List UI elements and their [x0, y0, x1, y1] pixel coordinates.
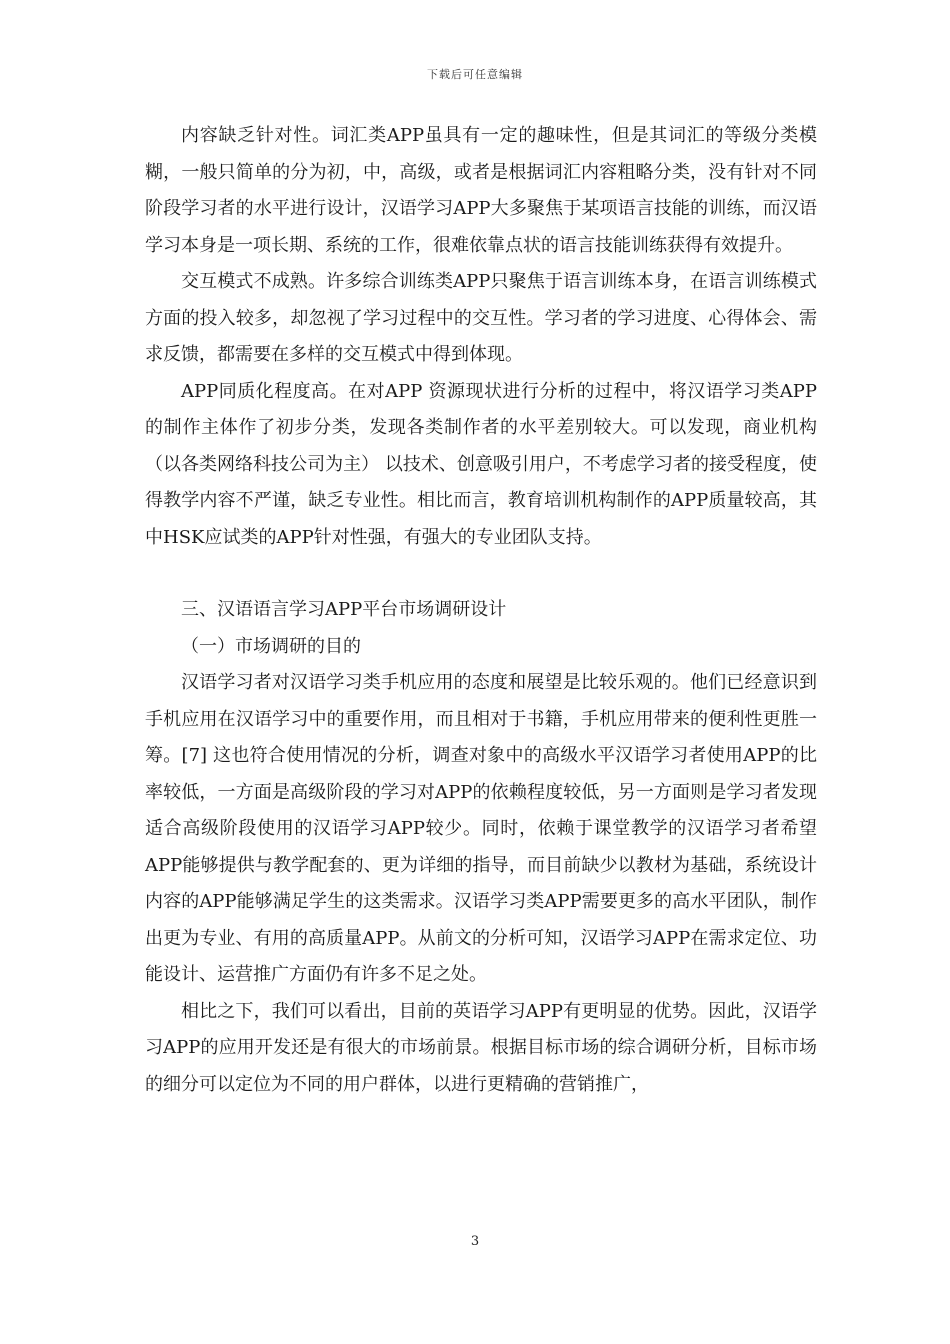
section-spacer	[145, 556, 817, 592]
paragraph-interaction-mode: 交互模式不成熟。许多综合训练类APP只聚焦于语言训练本身，在语言训练模式方面的投入较多，却忽视了学习过程中的交互性。学习者的学习进度、心得体会、需求反馈，都需要在多样的交互模式中得到体现。	[145, 271, 817, 365]
subsection-heading: （一）市场调研的目的	[181, 635, 361, 657]
page-header: 下载后可任意编辑	[427, 68, 523, 81]
document-body	[145, 118, 817, 1103]
page-number: 3	[470, 1234, 480, 1249]
section-heading: 三、汉语语言学习APP平台市场调研设计	[181, 599, 507, 620]
paragraph-market-prospect: 相比之下，我们可以看出，目前的英语学习APP有更明显的优势。因此，汉语学习APP的应用开发还是有很大的市场前景。根据目标市场的综合调研分析，目标市场的细分可以定位为不同的用户群体，以进行更精确的营销推广，	[145, 1000, 817, 1095]
paragraph-homogenization: APP同质化程度高。在对APP 资源现状进行分析的过程中，将汉语学习类APP 的制作主体作了初步分类，发现各类制作者的水平差别较大。可以发现，商业机构（以各类网络科技公司为主） 以技术、创意吸引用户，不考虑学习者的接受程度，使得教学内容不严谨，缺乏专业性。相比而言，教育培训机构制作的APP质量较高，其中HSK应试类的APP针对性强，有强大的专业团队支持。	[145, 380, 817, 548]
paragraph-content-targeting: 内容缺乏针对性。词汇类APP虽具有一定的趣味性，但是其词汇的等级分类模糊，一般只简单的分为初，中，高级，或者是根据词汇内容粗略分类，没有针对不同阶段学习者的水平进行设计，汉语学习APP大多聚焦于某项语言技能的训练，而汉语学习本身是一项长期、系统的工作，很难依靠点状的语言技能训练获得有效提升。	[145, 125, 817, 256]
paragraph-research-purpose: 汉语学习者对汉语学习类手机应用的态度和展望是比较乐观的。他们已经意识到手机应用在汉语学习中的重要作用，而且相对于书籍，手机应用带来的便利性更胜一筹。[7] 这也符合使用情况的分析，调查对象中的高级水平汉语学习者使用APP的比率较低，一方面是高级阶段的学习对APP的依赖程度较低，另一方面则是学习者发现适合高级阶段使用的汉语学习APP较少。同时，依赖于课堂教学的汉语学习者希望APP能够提供与教学配套的、更为详细的指导，而目前缺少以教材为基础，系统设计内容的APP能够满足学生的这类需求。汉语学习类APP需要更多的高水平团队，制作出更为专业、有用的高质量APP。从前文的分析可知，汉语学习APP在需求定位、功能设计、运营推广方面仍有许多不足之处。	[145, 672, 817, 985]
